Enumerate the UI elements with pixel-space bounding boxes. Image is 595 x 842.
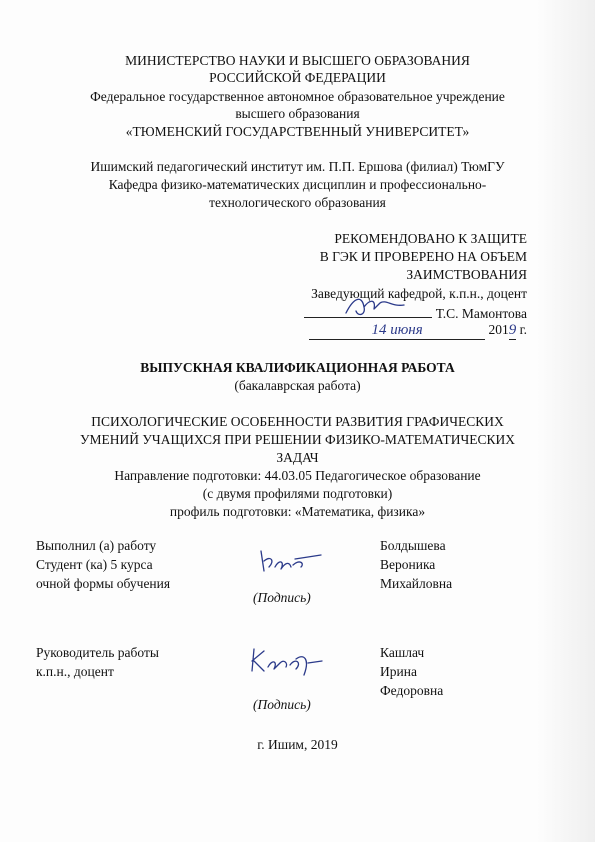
student-label-2: Студент (ка) 5 курса xyxy=(36,557,153,572)
supervisor-label-2: к.п.н., доцент xyxy=(36,664,114,679)
approval-line-3: ЗАИМСТВОВАНИЯ xyxy=(406,267,527,282)
institution-type-line-2: высшего образования xyxy=(235,106,360,121)
ministry-line-2: РОССИЙСКОЙ ФЕДЕРАЦИИ xyxy=(209,70,386,85)
thesis-title-line-1: ПСИХОЛОГИЧЕСКИЕ ОСОБЕННОСТИ РАЗВИТИЯ ГРАФИЧЕСКИХ xyxy=(91,414,504,429)
supervisor-label-1: Руководитель работы xyxy=(36,645,159,660)
student-label-1: Выполнил (а) работу xyxy=(36,538,157,553)
study-profile: профиль подготовки: «Математика, физика» xyxy=(169,504,426,519)
student-first-name: Вероника xyxy=(380,557,436,572)
approval-date-handwritten: 14 июня xyxy=(371,322,423,338)
approval-head-title: Заведующий кафедрой, к.п.н., доцент xyxy=(311,286,527,301)
place-and-year: г. Ишим, 2019 xyxy=(257,737,338,752)
supervisor-signature-caption: (Подпись) xyxy=(253,697,311,712)
supervisor-first-name: Ирина xyxy=(380,664,417,679)
study-profiles: (с двумя профилями подготовки) xyxy=(202,486,393,501)
approval-year-suffix: г. xyxy=(519,322,527,337)
work-type: ВЫПУСКНАЯ КВАЛИФИКАЦИОННАЯ РАБОТА xyxy=(140,360,455,375)
university-name: «ТЮМЕНСКИЙ ГОСУДАРСТВЕННЫЙ УНИВЕРСИТЕТ» xyxy=(125,124,470,139)
student-signature-caption: (Подпись) xyxy=(253,590,311,605)
thesis-title-line-3: ЗАДАЧ xyxy=(276,450,319,465)
supervisor-surname: Кашлач xyxy=(380,645,425,660)
approval-line-1: РЕКОМЕНДОВАНО К ЗАЩИТЕ xyxy=(334,231,527,246)
approval-year-prefix: 201 xyxy=(488,322,509,337)
supervisor-patronymic: Федоровна xyxy=(380,683,444,698)
student-patronymic: Михайловна xyxy=(380,576,453,591)
institution-type-line-1: Федеральное государственное автономное образовательное учреждение xyxy=(90,89,505,104)
approval-signer-name: Т.С. Мамонтова xyxy=(435,306,527,321)
work-subtype: (бакалаврская работа) xyxy=(234,378,361,393)
approval-date-line xyxy=(309,321,527,340)
department-line-1: Кафедра физико-математических дисциплин и профессионально- xyxy=(108,177,487,192)
approval-signature xyxy=(340,293,410,323)
approval-year-digit: 9 xyxy=(508,322,517,338)
student-surname: Болдышева xyxy=(380,538,446,553)
approval-line-2: В ГЭК И ПРОВЕРЕНО НА ОБЪЕМ xyxy=(319,249,527,264)
student-label-3: очной формы обучения xyxy=(36,576,171,591)
ministry-line-1: МИНИСТЕРСТВО НАУКИ И ВЫСШЕГО ОБРАЗОВАНИЯ xyxy=(125,53,470,68)
department-line-2: технологического образования xyxy=(209,195,386,210)
thesis-title-line-2: УМЕНИЙ УЧАЩИХСЯ ПРИ РЕШЕНИИ ФИЗИКО-МАТЕМАТИЧЕСКИХ xyxy=(79,432,516,447)
study-direction: Направление подготовки: 44.03.05 Педагогическое образование xyxy=(114,468,481,483)
approval-date-field xyxy=(309,321,485,340)
approval-signer-line xyxy=(304,303,527,322)
student-signature xyxy=(255,545,325,579)
approval-signature-line xyxy=(304,303,432,318)
supervisor-signature xyxy=(246,645,326,679)
institute-name: Ишимский педагогический институт им. П.П. Ершова (филиал) ТюмГУ xyxy=(90,159,505,174)
